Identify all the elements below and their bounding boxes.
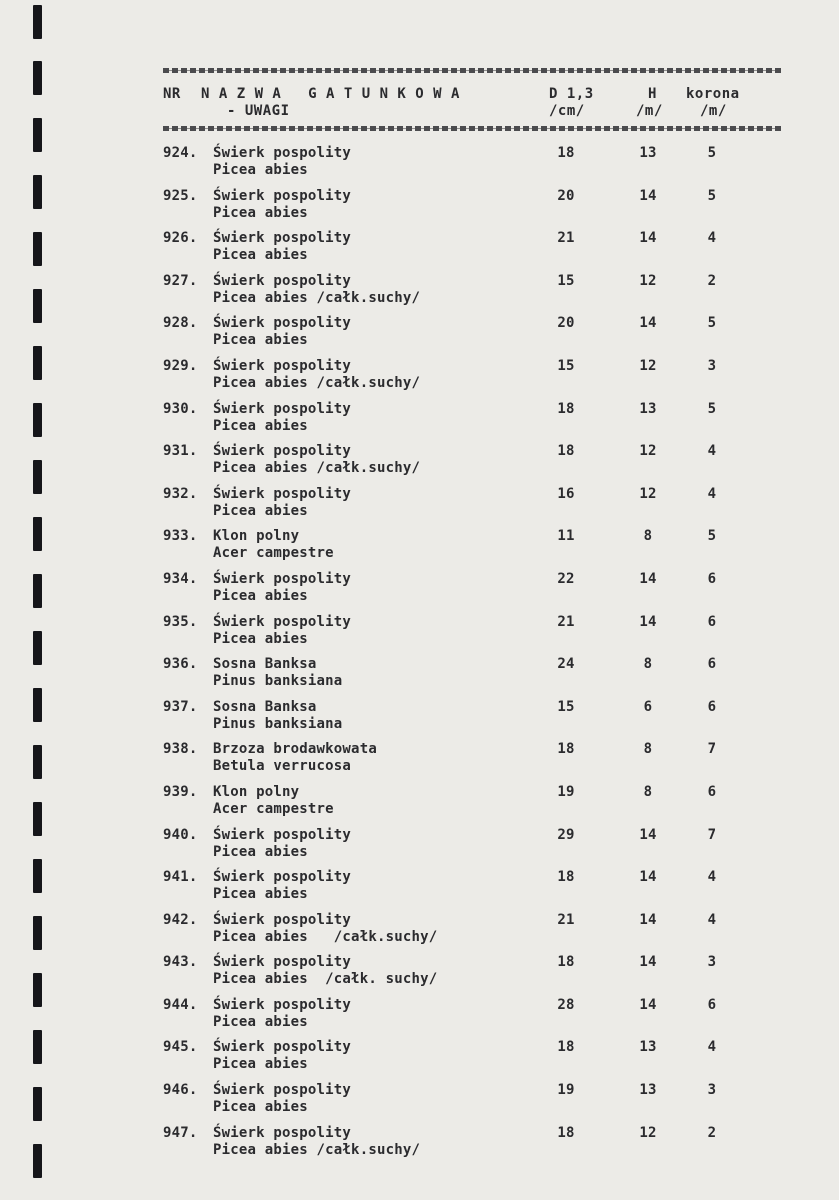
height-value: 8 (643, 741, 653, 758)
polish-name: Świerk pospolity (213, 613, 352, 630)
table-row (0, 528, 839, 571)
height-value: 14 (639, 315, 657, 332)
crown-value: 7 (707, 741, 717, 758)
table-row (0, 1082, 839, 1125)
diameter-value: 15 (557, 698, 575, 715)
table-row (0, 997, 839, 1040)
height-value: 14 (639, 570, 657, 587)
polish-name: Świerk pospolity (213, 145, 352, 161)
table-row (0, 401, 839, 444)
latin-name-remarks: Picea abies /całk.suchy/ (213, 460, 421, 477)
latin-name-remarks: Picea abies /całk.suchy/ (213, 928, 438, 945)
height-value: 8 (643, 528, 653, 545)
latin-name-remarks: Picea abies /całk.suchy/ (213, 1141, 421, 1158)
diameter-value: 29 (557, 826, 575, 843)
polish-name: Sosna Banksa (213, 656, 317, 673)
row-number: 943. (163, 954, 198, 971)
table-row (0, 145, 839, 188)
latin-name-remarks: Picea abies (213, 630, 308, 647)
latin-name-remarks: Picea abies (213, 502, 308, 519)
table-row (0, 1039, 839, 1082)
row-number: 945. (163, 1039, 198, 1056)
table-row (0, 273, 839, 316)
diameter-value: 24 (557, 656, 575, 673)
crown-value: 4 (707, 230, 717, 247)
crown-value: 3 (707, 954, 717, 971)
latin-name-remarks: Picea abies (213, 1099, 308, 1116)
header-diameter: D 1,3 (549, 86, 594, 102)
table-row (0, 741, 839, 784)
latin-name-remarks: Picea abies /całk.suchy/ (213, 289, 421, 306)
row-number: 937. (163, 698, 198, 715)
latin-name-remarks: Picea abies (213, 1013, 308, 1030)
height-value: 13 (639, 1082, 657, 1099)
height-value: 14 (639, 911, 657, 928)
height-value: 6 (643, 698, 653, 715)
polish-name: Świerk pospolity (213, 1082, 352, 1099)
height-value: 14 (639, 613, 657, 630)
crown-value: 3 (707, 357, 717, 374)
latin-name-remarks: Picea abies (213, 332, 308, 349)
diameter-value: 20 (557, 187, 575, 204)
polish-name: Świerk pospolity (213, 400, 352, 417)
height-value: 8 (643, 783, 653, 800)
row-number: 941. (163, 869, 198, 886)
polish-name: Świerk pospolity (213, 187, 352, 204)
height-value: 12 (639, 272, 657, 289)
diameter-value: 21 (557, 230, 575, 247)
crown-value: 5 (707, 145, 717, 161)
height-value: 12 (639, 1124, 657, 1141)
crown-value: 6 (707, 656, 717, 673)
latin-name-remarks: Picea abies (213, 1056, 308, 1073)
height-value: 14 (639, 996, 657, 1013)
height-value: 13 (639, 145, 657, 161)
row-number: 932. (163, 485, 198, 502)
row-number: 940. (163, 826, 198, 843)
table-row (0, 614, 839, 657)
polish-name: Świerk pospolity (213, 826, 352, 843)
polish-name: Świerk pospolity (213, 996, 352, 1013)
latin-name-remarks: Picea abies /całk.suchy/ (213, 374, 421, 391)
header-crown-unit: /m/ (700, 103, 727, 119)
latin-name-remarks: Picea abies (213, 843, 308, 860)
latin-name-remarks: Pinus banksiana (213, 715, 343, 732)
crown-value: 6 (707, 996, 717, 1013)
crown-value: 5 (707, 528, 717, 545)
crown-value: 2 (707, 272, 717, 289)
latin-name-remarks: Picea abies (213, 204, 308, 221)
latin-name-remarks: Picea abies (213, 247, 308, 264)
table-row (0, 358, 839, 401)
header-top-rule (163, 68, 781, 73)
diameter-value: 18 (557, 400, 575, 417)
row-number: 926. (163, 230, 198, 247)
table-row (0, 486, 839, 529)
table-row (0, 315, 839, 358)
header-bottom-rule (163, 126, 781, 131)
row-number: 931. (163, 443, 198, 460)
row-number: 942. (163, 911, 198, 928)
table-row (0, 443, 839, 486)
height-value: 14 (639, 826, 657, 843)
height-value: 14 (639, 869, 657, 886)
height-value: 12 (639, 443, 657, 460)
latin-name-remarks: Picea abies (213, 417, 308, 434)
crown-value: 4 (707, 1039, 717, 1056)
table-row (0, 571, 839, 614)
header-remarks: - UWAGI (227, 103, 290, 119)
row-number: 924. (163, 145, 198, 161)
header-crown: korona (686, 86, 740, 102)
polish-name: Świerk pospolity (213, 272, 352, 289)
polish-name: Świerk pospolity (213, 443, 352, 460)
diameter-value: 18 (557, 954, 575, 971)
row-number: 927. (163, 272, 198, 289)
latin-name-remarks: Acer campestre (213, 545, 334, 562)
diameter-value: 28 (557, 996, 575, 1013)
diameter-value: 15 (557, 272, 575, 289)
diameter-value: 18 (557, 1124, 575, 1141)
header-height-unit: /m/ (636, 103, 663, 119)
table-row (0, 699, 839, 742)
row-number: 947. (163, 1124, 198, 1141)
header-height: H (648, 86, 657, 102)
height-value: 12 (639, 485, 657, 502)
polish-name: Świerk pospolity (213, 954, 352, 971)
crown-value: 4 (707, 911, 717, 928)
crown-value: 6 (707, 698, 717, 715)
diameter-value: 21 (557, 613, 575, 630)
diameter-value: 19 (557, 1082, 575, 1099)
table-row (0, 1125, 839, 1168)
polish-name: Świerk pospolity (213, 485, 352, 502)
diameter-value: 18 (557, 869, 575, 886)
diameter-value: 15 (557, 357, 575, 374)
row-number: 929. (163, 357, 198, 374)
header-species-name: N A Z W A G A T U N K O W A (201, 86, 460, 102)
table-row (0, 827, 839, 870)
table-row (0, 954, 839, 997)
table-row (0, 869, 839, 912)
latin-name-remarks: Pinus banksiana (213, 673, 343, 690)
crown-value: 5 (707, 187, 717, 204)
table-row (0, 656, 839, 699)
height-value: 13 (639, 400, 657, 417)
polish-name: Klon polny (213, 783, 300, 800)
table-row (0, 188, 839, 231)
latin-name-remarks: Betula verrucosa (213, 758, 352, 775)
polish-name: Świerk pospolity (213, 570, 352, 587)
latin-name-remarks: Picea abies (213, 587, 308, 604)
latin-name-remarks: Picea abies (213, 886, 308, 903)
row-number: 928. (163, 315, 198, 332)
row-number: 939. (163, 783, 198, 800)
crown-value: 6 (707, 570, 717, 587)
table-row (0, 912, 839, 955)
diameter-value: 11 (557, 528, 575, 545)
row-number: 925. (163, 187, 198, 204)
diameter-value: 19 (557, 783, 575, 800)
crown-value: 4 (707, 485, 717, 502)
crown-value: 5 (707, 400, 717, 417)
row-number: 930. (163, 400, 198, 417)
diameter-value: 16 (557, 485, 575, 502)
row-number: 933. (163, 528, 198, 545)
polish-name: Świerk pospolity (213, 911, 352, 928)
diameter-value: 20 (557, 315, 575, 332)
row-number: 935. (163, 613, 198, 630)
polish-name: Klon polny (213, 528, 300, 545)
polish-name: Świerk pospolity (213, 357, 352, 374)
height-value: 14 (639, 954, 657, 971)
polish-name: Świerk pospolity (213, 869, 352, 886)
polish-name: Świerk pospolity (213, 315, 352, 332)
row-number: 934. (163, 570, 198, 587)
polish-name: Sosna Banksa (213, 698, 317, 715)
polish-name: Świerk pospolity (213, 1039, 352, 1056)
diameter-value: 18 (557, 741, 575, 758)
height-value: 12 (639, 357, 657, 374)
row-number: 936. (163, 656, 198, 673)
latin-name-remarks: Picea abies /całk. suchy/ (213, 971, 438, 988)
diameter-value: 21 (557, 911, 575, 928)
row-number: 946. (163, 1082, 198, 1099)
crown-value: 6 (707, 783, 717, 800)
diameter-value: 18 (557, 145, 575, 161)
height-value: 14 (639, 230, 657, 247)
crown-value: 3 (707, 1082, 717, 1099)
table-row (0, 784, 839, 827)
crown-value: 7 (707, 826, 717, 843)
latin-name-remarks: Picea abies (213, 162, 308, 178)
diameter-value: 18 (557, 1039, 575, 1056)
crown-value: 5 (707, 315, 717, 332)
header-diameter-unit: /cm/ (549, 103, 585, 119)
diameter-value: 18 (557, 443, 575, 460)
polish-name: Brzoza brodawkowata (213, 741, 377, 758)
crown-value: 6 (707, 613, 717, 630)
height-value: 8 (643, 656, 653, 673)
row-number: 938. (163, 741, 198, 758)
polish-name: Świerk pospolity (213, 1124, 352, 1141)
diameter-value: 22 (557, 570, 575, 587)
crown-value: 4 (707, 869, 717, 886)
crown-value: 2 (707, 1124, 717, 1141)
polish-name: Świerk pospolity (213, 230, 352, 247)
height-value: 14 (639, 187, 657, 204)
latin-name-remarks: Acer campestre (213, 800, 334, 817)
table-row (0, 230, 839, 273)
height-value: 13 (639, 1039, 657, 1056)
tree-table-body (0, 145, 839, 1167)
row-number: 944. (163, 996, 198, 1013)
header-nr: NR (163, 86, 181, 102)
crown-value: 4 (707, 443, 717, 460)
